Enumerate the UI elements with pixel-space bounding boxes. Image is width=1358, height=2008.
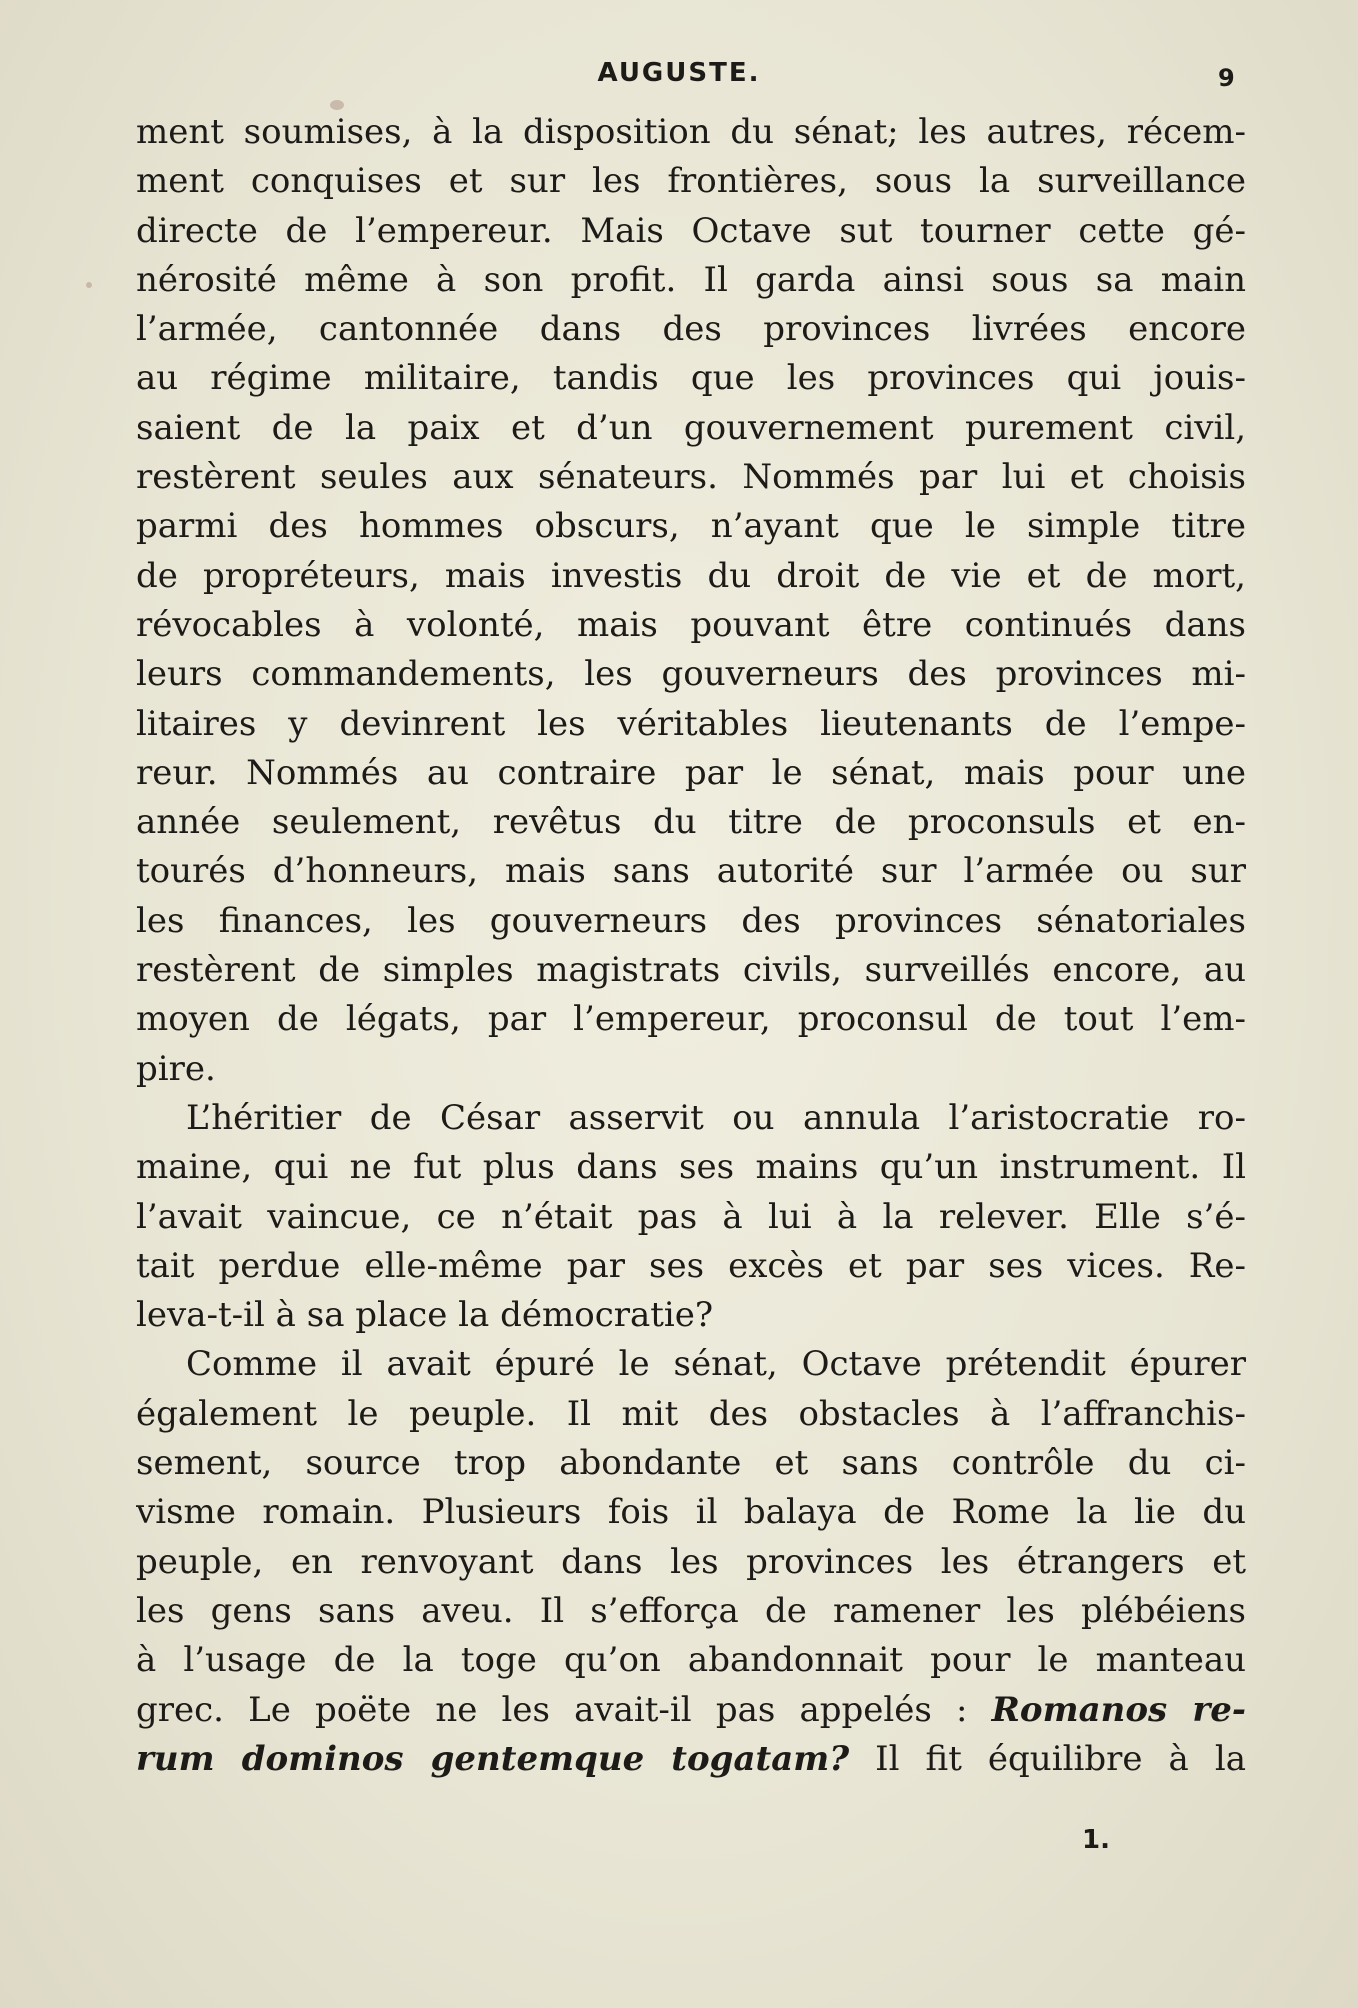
- text-line: [136, 1686, 1246, 1735]
- text-line: directe de l’empereur. Mais Octave sut tourner cette gé-: [136, 210, 1246, 251]
- text-line: les gens sans aveu. Il s’efforça de ramener les plébéiens: [136, 1590, 1246, 1631]
- text-line: litaires y devinrent les véritables lieutenants de l’empe-: [136, 703, 1246, 744]
- text-line: sement, source trop abondante et sans contrôle du ci-: [136, 1443, 1246, 1484]
- body-text: [136, 108, 1246, 1784]
- text-line: ment conquises et sur les frontières, sous la surveillance: [136, 161, 1246, 202]
- text-line: reur. Nommés au contraire par le sénat, mais pour une: [136, 752, 1246, 793]
- text-line: Comme il avait épuré le sénat, Octave prétendit épurer: [186, 1344, 1246, 1385]
- text-line: tourés d’honneurs, mais sans autorité sur l’armée ou sur: [136, 851, 1246, 892]
- text-line: l’armée, cantonnée dans des provinces livrées encore: [136, 309, 1246, 350]
- text-line: visme romain. Plusieurs fois il balaya de Rome la lie du: [136, 1492, 1246, 1533]
- italic-quotation: rum dominos gentemque togatam?: [136, 1738, 850, 1779]
- text-line: également le peuple. Il mit des obstacles à l’affranchis-: [136, 1393, 1246, 1434]
- running-title: AUGUSTE.: [597, 58, 761, 88]
- text-fragment: Il fit équilibre à la: [849, 1738, 1246, 1779]
- text-line: de propréteurs, mais investis du droit de vie et de mort,: [136, 555, 1246, 596]
- text-line: parmi des hommes obscurs, n’ayant que le simple titre: [136, 506, 1246, 547]
- text-line: peuple, en renvoyant dans les provinces les étrangers et: [136, 1541, 1246, 1582]
- paper-stain: [86, 282, 92, 288]
- text-line: saient de la paix et d’un gouvernement purement civil,: [136, 407, 1246, 448]
- text-line: tait perdue elle-même par ses excès et par ses vices. Re-: [136, 1245, 1246, 1286]
- text-line: restèrent seules aux sénateurs. Nommés par lui et choisis: [136, 457, 1246, 498]
- signature-mark: 1.: [1082, 1825, 1110, 1855]
- text-fragment: grec. Le poëte ne les avait-il pas appelés :: [136, 1689, 992, 1730]
- text-line: pire.: [136, 1048, 216, 1089]
- text-line: nérosité même à son profit. Il garda ainsi sous sa main: [136, 259, 1246, 300]
- page-number: 9: [1218, 64, 1235, 92]
- text-line: leurs commandements, les gouverneurs des provinces mi-: [136, 654, 1246, 695]
- italic-quotation: Romanos re-: [991, 1689, 1246, 1730]
- text-line: maine, qui ne fut plus dans ses mains qu’un instrument. Il: [136, 1147, 1246, 1188]
- text-line: [136, 1735, 1246, 1784]
- text-line: leva-t-il à sa place la démocratie?: [136, 1295, 714, 1336]
- text-line: au régime militaire, tandis que les provinces qui jouis-: [136, 358, 1246, 399]
- text-line: année seulement, revêtus du titre de proconsuls et en-: [136, 802, 1246, 843]
- text-line: ment soumises, à la disposition du sénat; les autres, récem-: [136, 112, 1246, 152]
- text-line: moyen de légats, par l’empereur, proconsul de tout l’em-: [136, 999, 1246, 1040]
- text-line: L’héritier de César asservit ou annula l’aristocratie ro-: [186, 1097, 1246, 1138]
- text-line: à l’usage de la toge qu’on abandonnait pour le manteau: [136, 1640, 1246, 1681]
- text-line: restèrent de simples magistrats civils, surveillés encore, au: [136, 950, 1246, 991]
- text-line: les finances, les gouverneurs des provinces sénatoriales: [136, 900, 1246, 941]
- text-line: révocables à volonté, mais pouvant être continués dans: [136, 604, 1246, 645]
- text-line: l’avait vaincue, ce n’était pas à lui à la relever. Elle s’é-: [136, 1196, 1246, 1237]
